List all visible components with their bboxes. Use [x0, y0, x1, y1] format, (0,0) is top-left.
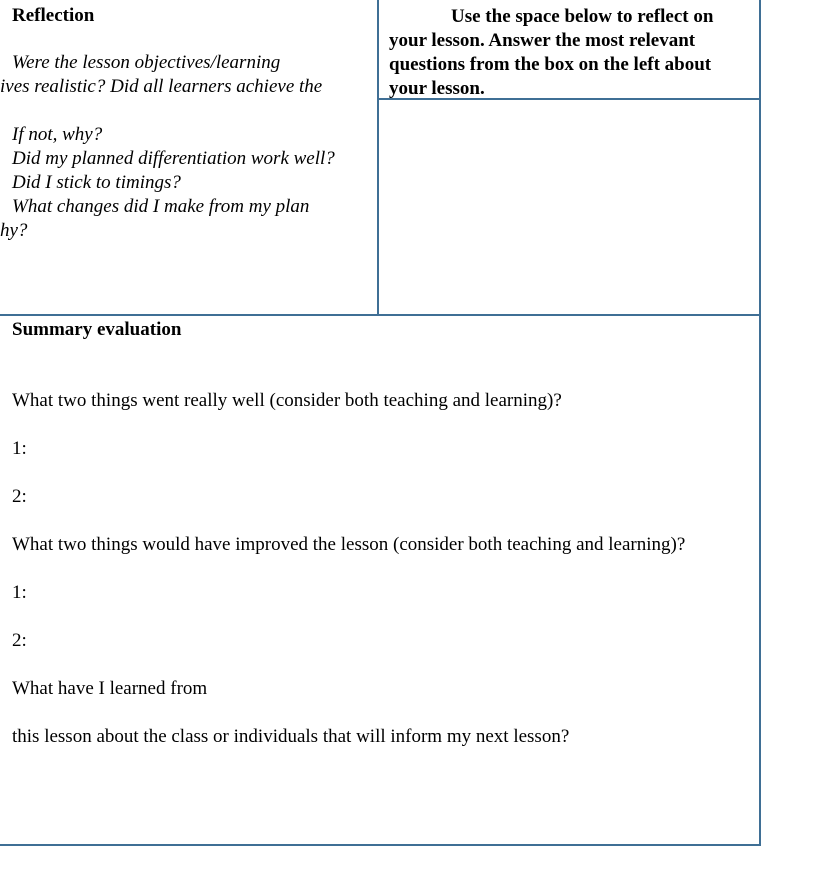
instruction-line: your lesson. Answer the most relevant — [389, 30, 696, 51]
went-well-question: What two things went really well (consider both teaching and learning)? — [12, 390, 562, 411]
reflection-question: If not, why? — [12, 124, 103, 145]
instruction-line: questions from the box on the left about — [389, 54, 712, 75]
reflection-response-area[interactable] — [380, 101, 758, 313]
reflection-question: ives realistic? Did all learners achieve the — [0, 76, 323, 97]
reflection-question: Were the lesson objectives/learning — [12, 52, 281, 73]
improve-item-1[interactable]: 1: — [12, 582, 27, 603]
went-well-item-2[interactable]: 2: — [12, 486, 27, 507]
learned-question-line-2: this lesson about the class or individuals that will inform my next lesson? — [12, 726, 570, 747]
column-divider — [377, 0, 379, 316]
reflection-question: What changes did I make from my plan — [12, 196, 310, 217]
summary-top-border — [0, 314, 761, 316]
table-bottom-border — [0, 844, 761, 846]
reflection-question: Did my planned differentiation work well? — [12, 148, 335, 169]
reflection-heading: Reflection — [12, 5, 95, 26]
improve-item-2[interactable]: 2: — [12, 630, 27, 651]
improve-question: What two things would have improved the lesson (consider both teaching and learning)? — [12, 534, 686, 555]
reflection-instructions — [389, 5, 755, 101]
instruction-line: your lesson. — [389, 78, 485, 99]
learned-question-line-1: What have I learned from — [12, 678, 208, 699]
went-well-item-1[interactable]: 1: — [12, 438, 27, 459]
instruction-line: Use the space below to reflect on — [451, 6, 714, 27]
summary-heading: Summary evaluation — [12, 319, 182, 340]
reflection-question: Did I stick to timings? — [12, 172, 181, 193]
reflection-question: hy? — [0, 220, 28, 241]
table-right-border — [759, 0, 761, 846]
